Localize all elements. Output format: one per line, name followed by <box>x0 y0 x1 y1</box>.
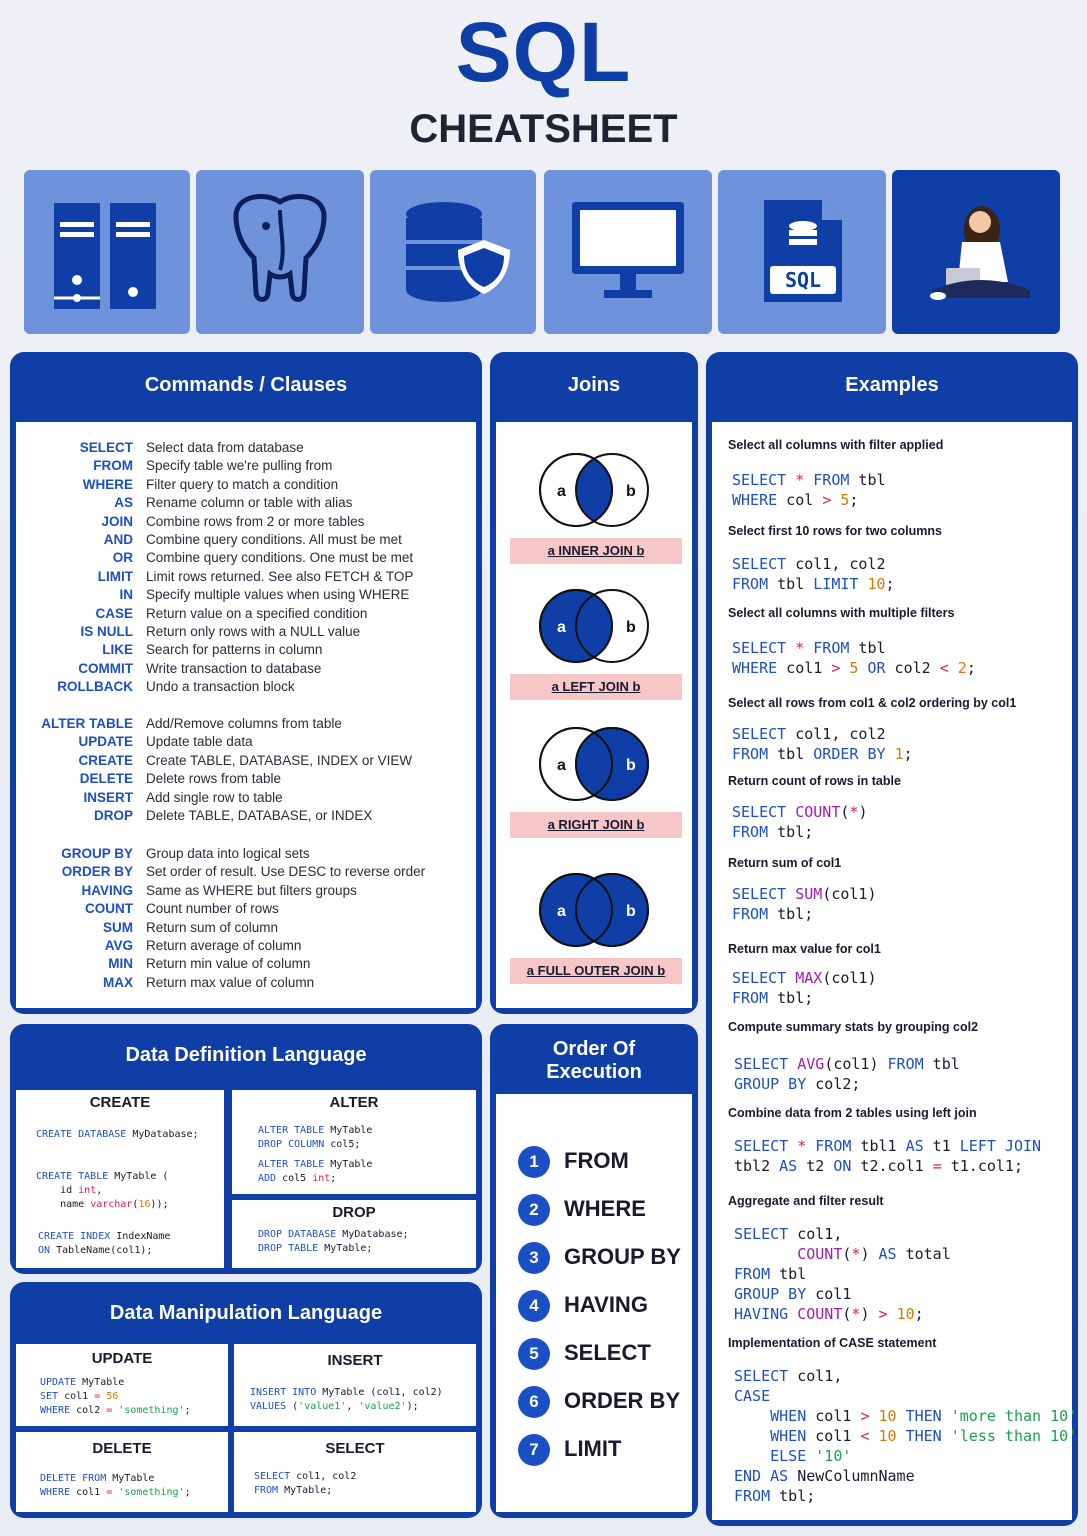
dml-delete-cell <box>16 1432 228 1512</box>
dml-update-title: UPDATE <box>91 1350 153 1367</box>
command-description: Filter query to match a condition <box>146 476 339 492</box>
command-keyword: MAX <box>103 974 133 990</box>
venn-label-a: a <box>557 757 566 774</box>
dml-select-code: SELECT col1, col2 FROM MyTable; <box>254 1471 357 1496</box>
dml-insert-cell <box>234 1344 476 1426</box>
sql-file-icon <box>718 170 886 334</box>
execution-step <box>518 1242 698 1276</box>
command-keyword: FROM <box>93 458 133 474</box>
command-row <box>16 771 456 789</box>
joins-panel <box>490 352 698 1014</box>
command-keyword: JOIN <box>101 513 133 529</box>
ddl-create-code-1: CREATE DATABASE MyDatabase; <box>36 1129 199 1140</box>
command-keyword: OR <box>112 550 133 566</box>
command-description: Count number of rows <box>146 901 279 917</box>
venn-diagram-inner <box>496 448 692 532</box>
ddl-alter-code-1: ALTER TABLE MyTable DROP COLUMN col5; <box>258 1125 373 1150</box>
examples-header: Examples <box>845 374 939 396</box>
command-description: Delete rows from table <box>146 771 282 787</box>
command-description: Return max value of column <box>146 974 315 990</box>
example-code: SELECT SUM(col1) FROM tbl; <box>732 885 877 923</box>
join-label-right: a RIGHT JOIN b <box>510 812 682 838</box>
dml-delete-code: DELETE FROM MyTable WHERE col1 = 'something'; <box>40 1473 191 1498</box>
command-row <box>16 550 456 568</box>
command-keyword: IN <box>119 587 133 603</box>
command-description: Combine query conditions. All must be met <box>146 532 402 547</box>
join-label-left: a LEFT JOIN b <box>510 674 682 700</box>
command-keyword: DELETE <box>79 771 133 787</box>
command-row <box>16 458 456 476</box>
command-row <box>16 716 456 734</box>
venn-label-a: a <box>557 483 566 500</box>
ddl-create-title: CREATE <box>89 1094 151 1111</box>
example-code: SELECT col1, CASE WHEN col1 > 10 THEN 'more than 10' WHEN col1 < 10 THEN 'less than 10' ELSE '10' END AS NewColumnName FROM tbl; <box>734 1367 1078 1505</box>
step-number-badge: 4 <box>518 1290 550 1322</box>
command-row <box>16 901 456 919</box>
step-label: SELECT <box>564 1340 651 1365</box>
command-description: Combine query conditions. One must be met <box>146 550 414 566</box>
command-description: Undo a transaction block <box>146 679 295 695</box>
dml-select-title: SELECT <box>325 1440 385 1457</box>
page-title: SQL <box>455 5 632 99</box>
page-title-block <box>0 4 1087 154</box>
step-number-badge: 2 <box>518 1194 550 1226</box>
venn-diagram-left <box>496 584 692 668</box>
command-row <box>16 624 456 642</box>
command-row <box>16 642 456 660</box>
command-description: Group data into logical sets <box>146 846 310 861</box>
order-header-line-2: Execution <box>546 1061 642 1083</box>
command-row <box>16 569 456 587</box>
example-title: Select all columns with multiple filters <box>728 606 955 620</box>
example-title: Select first 10 rows for two columns <box>728 524 942 538</box>
command-keyword: LIMIT <box>97 568 133 584</box>
database-shield-icon <box>370 170 536 334</box>
step-label: ORDER BY <box>564 1388 681 1413</box>
dml-update-code: UPDATE MyTable SET col1 = 56 WHERE col2 = 'something'; <box>40 1377 191 1416</box>
command-keyword: ALTER TABLE <box>41 716 133 731</box>
example-title: Select all rows from col1 & col2 ordering by col1 <box>728 696 1017 710</box>
command-keyword: CREATE <box>78 752 133 768</box>
venn-label-a: a <box>557 619 566 636</box>
execution-step <box>518 1194 698 1228</box>
command-keyword: UPDATE <box>78 734 133 750</box>
ddl-create-code-2: CREATE TABLE MyTable ( id int, name varchar(16)); <box>36 1171 169 1210</box>
execution-step <box>518 1338 698 1372</box>
ddl-drop-code: DROP DATABASE MyDatabase; DROP TABLE MyTable; <box>258 1229 409 1254</box>
dml-header: Data Manipulation Language <box>109 1302 383 1324</box>
execution-step <box>518 1290 698 1324</box>
command-row <box>16 587 456 605</box>
commands-panel <box>10 352 482 1014</box>
example-code: SELECT col1, COUNT(*) AS total FROM tbl GROUP BY col1 HAVING COUNT(*) > 10; <box>734 1225 951 1323</box>
command-keyword: HAVING <box>81 882 133 898</box>
dml-insert-code: INSERT INTO MyTable (col1, col2) VALUES ('value1', 'value2'); <box>250 1387 443 1412</box>
command-row <box>16 514 456 532</box>
command-keyword: IS NULL <box>80 624 133 639</box>
command-row <box>16 920 456 938</box>
examples-panel <box>706 352 1078 1526</box>
step-label: GROUP BY <box>564 1244 681 1269</box>
command-keyword: DROP <box>93 808 133 823</box>
command-keyword: SELECT <box>79 440 133 455</box>
example-title: Select all columns with filter applied <box>728 438 944 452</box>
command-row <box>16 975 456 993</box>
page-subtitle: CHEATSHEET <box>409 107 678 151</box>
step-label: LIMIT <box>564 1436 622 1461</box>
command-row <box>16 661 456 679</box>
joins-list <box>496 422 692 1008</box>
example-title: Aggregate and filter result <box>728 1194 884 1208</box>
command-keyword: ORDER BY <box>61 864 133 880</box>
ddl-alter-cell <box>232 1090 476 1194</box>
step-label: WHERE <box>564 1196 646 1221</box>
command-description: Return average of column <box>146 938 302 953</box>
order-header-line-1: Order Of <box>552 1038 636 1060</box>
dml-update-cell <box>16 1344 228 1426</box>
dml-select-cell <box>234 1432 476 1512</box>
order-panel <box>490 1024 698 1518</box>
execution-step <box>518 1386 698 1420</box>
step-number-badge: 3 <box>518 1242 550 1274</box>
venn-label-b: b <box>626 903 636 920</box>
execution-step <box>518 1434 698 1468</box>
joins-header: Joins <box>567 374 621 396</box>
example-code: SELECT * FROM tbl WHERE col1 > 5 OR col2 < 2; <box>732 639 976 677</box>
step-label: HAVING <box>564 1292 648 1317</box>
command-keyword: INSERT <box>83 789 133 805</box>
command-row <box>16 956 456 974</box>
dml-delete-title: DELETE <box>92 1440 152 1457</box>
command-description: Delete TABLE, DATABASE, or INDEX <box>146 808 373 823</box>
woman-laptop-illustration <box>892 170 1060 334</box>
command-description: Same as WHERE but filters groups <box>146 882 357 898</box>
venn-label-b: b <box>626 483 636 500</box>
postgres-elephant-icon <box>196 170 364 334</box>
command-keyword: AVG <box>104 938 133 953</box>
tile-server <box>24 170 190 334</box>
command-row <box>16 440 456 458</box>
venn-label-b: b <box>626 619 636 636</box>
command-row <box>16 532 456 550</box>
dml-panel <box>10 1282 482 1518</box>
ddl-drop-title: DROP <box>332 1204 376 1221</box>
ddl-drop-cell <box>232 1200 476 1268</box>
command-keyword: WHERE <box>82 476 133 492</box>
command-keyword: ROLLBACK <box>57 679 133 695</box>
order-list <box>496 1094 692 1512</box>
example-code: SELECT COUNT(*) FROM tbl; <box>732 803 868 841</box>
command-description: Set order of result. Use DESC to reverse order <box>146 864 426 880</box>
command-description: Search for patterns in column <box>146 642 323 658</box>
commands-list <box>16 422 476 1008</box>
command-row <box>16 734 456 752</box>
example-title: Compute summary stats by grouping col2 <box>728 1020 979 1034</box>
command-keyword: CASE <box>95 605 133 621</box>
ddl-alter-title: ALTER <box>329 1094 379 1111</box>
command-row <box>16 864 456 882</box>
ddl-create-cell <box>16 1090 224 1268</box>
ddl-header: Data Definition Language <box>125 1044 367 1066</box>
step-number-badge: 7 <box>518 1434 550 1466</box>
ddl-panel <box>10 1024 482 1274</box>
command-description: Write transaction to database <box>146 660 322 676</box>
command-description: Update table data <box>146 734 253 750</box>
command-keyword: COMMIT <box>78 660 133 676</box>
server-rack-icon <box>24 170 190 334</box>
example-code: SELECT * FROM tbl1 AS t1 LEFT JOIN tbl2 AS t2 ON t2.col1 = t1.col1; <box>734 1137 1042 1175</box>
step-number-badge: 1 <box>518 1146 550 1178</box>
command-description: Combine rows from 2 or more tables <box>146 513 365 529</box>
join-label-full: a FULL OUTER JOIN b <box>510 958 682 984</box>
command-row <box>16 477 456 495</box>
execution-step <box>518 1146 698 1180</box>
command-keyword: MIN <box>108 956 133 972</box>
command-row <box>16 495 456 513</box>
tile-illustration <box>892 170 1060 334</box>
command-row <box>16 846 456 864</box>
example-code: SELECT col1, col2 FROM tbl ORDER BY 1; <box>732 725 913 763</box>
command-keyword: AND <box>103 532 133 547</box>
example-title: Implementation of CASE statement <box>728 1336 937 1350</box>
example-title: Return max value for col1 <box>728 942 881 956</box>
example-code: SELECT AVG(col1) FROM tbl GROUP BY col2; <box>734 1055 960 1093</box>
command-row <box>16 753 456 771</box>
command-row <box>16 790 456 808</box>
command-keyword: COUNT <box>85 901 133 917</box>
command-row <box>16 938 456 956</box>
command-row <box>16 883 456 901</box>
command-description: Return min value of column <box>146 956 311 972</box>
tile-postgres <box>196 170 364 334</box>
examples-list <box>712 422 1078 1520</box>
example-title: Return sum of col1 <box>728 856 842 870</box>
venn-diagram-right <box>496 722 692 806</box>
command-keyword: GROUP BY <box>61 846 133 861</box>
venn-label-a: a <box>557 903 566 920</box>
command-keyword: LIKE <box>102 642 133 658</box>
command-description: Return only rows with a NULL value <box>146 624 361 639</box>
ddl-create-code-3: CREATE INDEX IndexName ON TableName(col1); <box>38 1231 171 1256</box>
commands-header: Commands / Clauses <box>144 374 348 396</box>
command-description: Specify multiple values when using WHERE <box>146 587 410 603</box>
command-description: Add/Remove columns from table <box>146 716 342 731</box>
command-description: Return sum of column <box>146 919 279 935</box>
step-number-badge: 6 <box>518 1386 550 1418</box>
command-description: Select data from database <box>146 440 304 455</box>
command-description: Return value on a specified condition <box>146 605 368 621</box>
command-row <box>16 679 456 697</box>
example-code: SELECT col1, col2 FROM tbl LIMIT 10; <box>732 555 895 593</box>
command-description: Create TABLE, DATABASE, INDEX or VIEW <box>146 752 413 768</box>
command-keyword: SUM <box>103 919 133 935</box>
command-row <box>16 808 456 826</box>
sql-file-label: SQL <box>784 268 822 292</box>
command-row <box>16 606 456 624</box>
tile-database <box>370 170 536 334</box>
venn-label-b: b <box>626 757 636 774</box>
command-description: Limit rows returned. See also FETCH & TOP <box>146 568 414 584</box>
venn-diagram-full <box>496 868 692 952</box>
step-number-badge: 5 <box>518 1338 550 1370</box>
example-title: Return count of rows in table <box>728 774 901 788</box>
example-code: SELECT MAX(col1) FROM tbl; <box>732 969 877 1007</box>
command-description: Add single row to table <box>146 789 283 805</box>
tile-sql-file <box>718 170 886 334</box>
join-label-inner: a INNER JOIN b <box>510 538 682 564</box>
example-title: Combine data from 2 tables using left join <box>728 1106 977 1120</box>
tile-monitor <box>544 170 712 334</box>
example-code: SELECT * FROM tbl WHERE col > 5; <box>732 471 886 509</box>
command-description: Rename column or table with alias <box>146 495 353 511</box>
command-description: Specify table we're pulling from <box>146 458 333 474</box>
ddl-alter-code-2: ALTER TABLE MyTable ADD col5 int; <box>258 1159 373 1184</box>
command-keyword: AS <box>114 495 133 511</box>
monitor-icon <box>544 170 712 334</box>
order-header <box>490 1038 698 1084</box>
dml-insert-title: INSERT <box>327 1352 383 1369</box>
step-label: FROM <box>564 1148 629 1173</box>
